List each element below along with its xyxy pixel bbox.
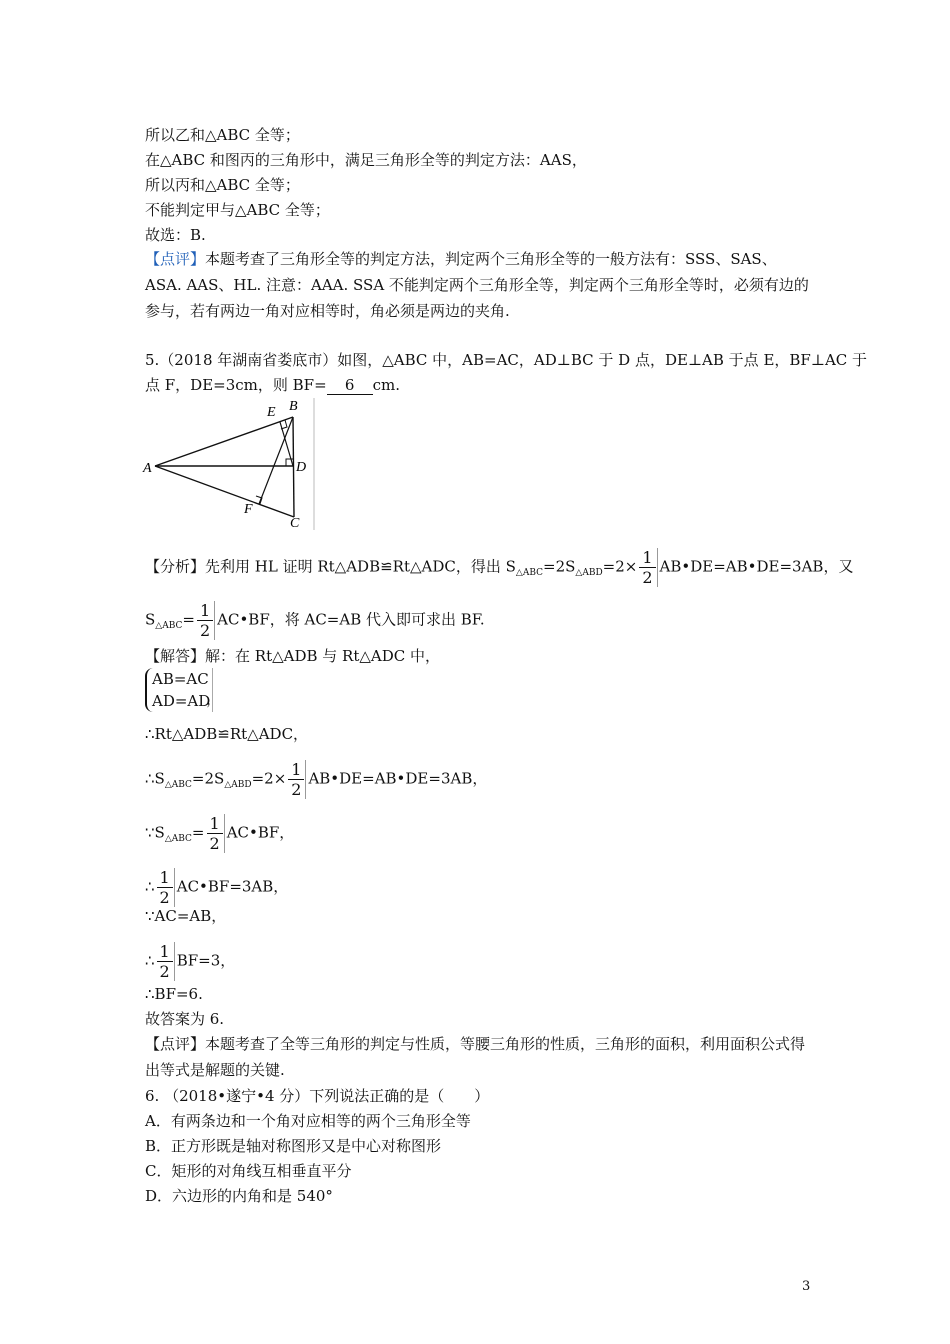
question-6-stem: 6. （2018•遂宁•4 分）下列说法正确的是（ ） [145, 1087, 490, 1105]
label-c: C [290, 516, 300, 531]
analysis-text: 先利用 HL 证明 Rt△ADB≌Rt△ADC，得出 S [205, 557, 516, 576]
solution-text: AC•BF， [226, 823, 295, 842]
option-c: C．矩形的对角线互相垂直平分 [145, 1162, 352, 1180]
comment-text: 本题考查了三角形全等的判定方法，判定两个三角形全等的一般方法有：SSS、SAS、ASA. AAS、HL. 注意：AAA. SSA 不能判定两个三角形全等，判定两个三角形全等时，必须有边的参与，若有两边一角对应相等时，角必须是两边的夹角. [145, 250, 809, 320]
subscript: △ABD [575, 567, 603, 578]
solution-answer: 故答案为 6. [145, 1010, 225, 1028]
fraction-half [197, 601, 215, 640]
triangle-figure [140, 396, 320, 536]
system-line: AD=AD [152, 690, 213, 712]
fraction-half [207, 814, 225, 853]
frac-den: 2 [199, 621, 211, 640]
comment-tag: 【点评】 [145, 1035, 206, 1053]
analysis-line-2 [145, 601, 485, 640]
comment-text: 本题考查了全等三角形的判定与性质，等腰三角形的性质，三角形的面积，利用面积公式得出等式是解题的关键. [145, 1035, 806, 1079]
frac-den: 2 [159, 888, 170, 907]
label-d: D [296, 460, 307, 475]
frac-num: 1 [157, 942, 173, 962]
analysis-text: =2× [602, 557, 638, 576]
analysis-line-1 [145, 548, 853, 587]
solution-step-5: ∵AC=AB， [145, 907, 227, 925]
fraction-half [157, 942, 175, 981]
system-line: AB=AC [152, 668, 213, 690]
analysis-text: AB•DE=AB•DE=3AB，又 [659, 557, 854, 576]
label-f: F [244, 502, 253, 517]
subscript: △ABC [164, 779, 192, 790]
solution-step-7: ∴BF=6. [145, 985, 203, 1003]
fraction-half [288, 760, 306, 799]
text-line: 不能判定甲与△ABC 全等； [145, 201, 330, 219]
comment-tag: 【点评】 [145, 250, 206, 268]
segment-ab [155, 417, 293, 466]
solution-step-3 [145, 814, 294, 853]
solution-text: =2× [251, 769, 287, 788]
subscript: △ABC [164, 833, 192, 844]
q5-unit: cm. [372, 376, 401, 394]
label-a: A [143, 461, 152, 476]
label-e: E [267, 405, 276, 420]
label-b: B [289, 399, 298, 414]
question-5-line-1: 5.（2018 年湖南省娄底市）如图，△ABC 中，AB=AC，AD⊥BC 于 D 点，DE⊥AB 于点 E，BF⊥AC 于 [145, 351, 868, 369]
solution-text: BF=3， [176, 951, 236, 970]
comment-paragraph [145, 246, 810, 324]
segment-ac [155, 466, 294, 517]
solution-text: = [191, 823, 205, 842]
frac-den: 2 [291, 780, 302, 799]
solution-text: ∴S [145, 769, 165, 788]
frac-num: 1 [197, 601, 213, 621]
option-a: A．有两条边和一个角对应相等的两个三角形全等 [145, 1112, 471, 1130]
comment-paragraph [145, 1031, 810, 1083]
analysis-text: S [145, 610, 156, 629]
solution-tag: 【解答】 [145, 647, 206, 665]
q5-text: 点 F，DE=3cm，则 BF= [145, 376, 327, 394]
solution-text: 解：在 Rt△ADB 与 Rt△ADC 中， [205, 647, 441, 665]
solution-text: ∴ [145, 877, 155, 896]
fraction-half [157, 868, 175, 907]
text-line: 所以丙和△ABC 全等； [145, 176, 300, 194]
solution-text: ∵S [145, 823, 165, 842]
frac-num: 1 [288, 760, 304, 780]
solution-text: AC•BF=3AB， [176, 877, 289, 896]
analysis-text: =2S [543, 557, 576, 576]
solution-step-6 [145, 942, 235, 981]
text-line: 在△ABC 和图丙的三角形中，满足三角形全等的判定方法：AAS， [145, 151, 587, 169]
question-5-line-2 [145, 374, 400, 396]
system-comma: ， [206, 690, 222, 708]
text-line: 故选：B. [145, 226, 206, 244]
fraction-half [639, 548, 657, 587]
solution-text: ∴ [145, 951, 155, 970]
frac-num: 1 [207, 814, 223, 834]
frac-den: 2 [642, 568, 653, 587]
answer-blank: 6 [327, 376, 373, 395]
solution-text: =2S [191, 769, 225, 788]
subscript: △ABC [515, 567, 544, 578]
solution-step-1: ∴Rt△ADB≌Rt△ADC， [145, 725, 309, 743]
text-line: 所以乙和△ABC 全等； [145, 126, 300, 144]
solution-step-4 [145, 868, 288, 907]
frac-den: 2 [159, 962, 170, 981]
segment-bf [259, 417, 293, 504]
frac-num: 1 [157, 868, 173, 888]
segment-bc [293, 417, 294, 517]
option-d: D．六边形的内角和是 540° [145, 1187, 333, 1205]
frac-den: 2 [209, 834, 220, 853]
solution-text: AB•DE=AB•DE=3AB， [308, 769, 488, 788]
analysis-text: = [182, 610, 195, 629]
page-number: 3 [802, 1279, 811, 1294]
subscript: △ABC [155, 620, 183, 631]
analysis-text: AC•BF，将 AC=AB 代入即可求出 BF. [217, 610, 485, 629]
equation-system [145, 668, 213, 712]
analysis-tag: 【分析】 [145, 557, 206, 576]
solution-step-2 [145, 760, 487, 799]
solution-intro [145, 645, 440, 667]
frac-num: 1 [639, 548, 655, 568]
option-b: B．正方形既是轴对称图形又是中心对称图形 [145, 1137, 442, 1155]
subscript: △ABD [224, 779, 252, 790]
